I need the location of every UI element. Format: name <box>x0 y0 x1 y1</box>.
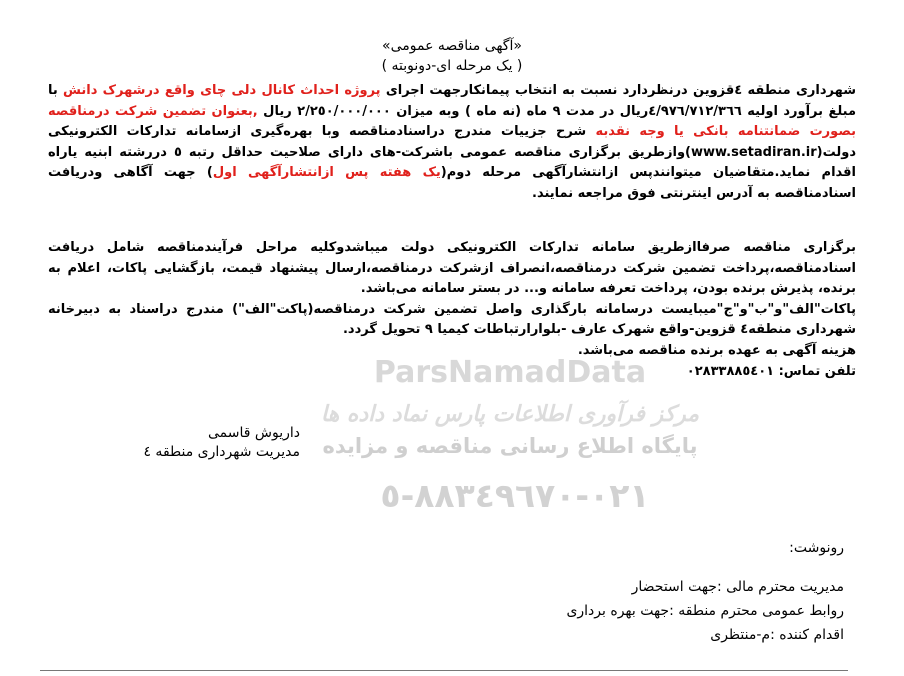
watermark-line-1: مرکز فرآوری اطلاعات پارس نماد داده ها <box>320 402 700 427</box>
guarantee-text: ,بعنوان تضمین شرکت درمناقصه بصورت ضمانتنامه بانکی یا وجه نقدبه <box>48 103 857 140</box>
cc-item-public-relations: روابط عمومی محترم منطقه :جهت بهره برداری <box>566 603 844 619</box>
cc-title: رونوشت: <box>789 540 844 556</box>
signatory-name: داریوش قاسمی <box>207 425 300 441</box>
cc-item-finance: مدیریت محترم مالی :جهت استحضار <box>631 579 844 595</box>
details-line-3: هزینه آگهی به عهده برنده مناقصه می‌باشد. <box>577 342 856 358</box>
watermark-line-2: پایگاه اطلاع رسانی مناقصه و مزایده <box>322 434 698 458</box>
notice-main-paragraph <box>48 81 856 205</box>
cc-item-action-officer: اقدام کننده :م-منتظری <box>710 627 844 643</box>
notice-details-paragraph <box>48 238 856 382</box>
p1-text-3: با مبلغ برآورد اولیه ٤/٩٧٦/٧١٢/٣٦٦ریال در مدت ٩ ماه (نه ماه ) وبه میزان ٢/٢٥٠/٠٠٠/٠٠٠ ریال <box>48 83 857 119</box>
deadline-text: یک هفته پس ازانتشارآگهی اول <box>212 165 441 181</box>
contact-phone: تلفن تماس: ٠٢٨٣٣٨٨٥٤٠١ <box>686 363 856 379</box>
project-name: پروژه احداث کانال دلی چای واقع درشهرک دانش <box>63 83 381 98</box>
watermark-brand: ParsNamadData <box>373 355 647 390</box>
p1-text-5: شرح جزییات مندرج دراسنادمناقصه وبا بهره‌گیری ازسامانه تدارکات الکترونیکی دولت(www.setadiran.ir)وازطریق برگزاری مناقصه عمومی باشرکت-های دارای صلاحیت حداقل رتبه ٥ دررشته ابنیه یاراه اقدام نماید.متقاضیان میتوانندپس ازانتشارآگهی مرحله دوم( <box>48 124 857 181</box>
notice-title: «آگهی مناقصه عمومی» <box>382 38 522 54</box>
details-line-1: برگزاری مناقصه صرفاازطریق سامانه تدارکات الکترونیکی دولت میباشدوکلیه مراحل فرآیندمناقصه شامل دریافت اسنادمناقصه،پرداخت تضمین شرکت درمناقصه،انصراف ازشرکت درمناقصه،ارسال پیشنهاد قیمت، بازگشایی پاکات، اعلام به برنده، پذیرش برنده بودن، پرداخت تعرفه سامانه و... در بستر سامانه می‌باشد. <box>48 240 856 297</box>
p1-text-1: شهرداری منطقه ٤قزوین درنظردارد نسبت به انتخاب پیمانکارجهت اجرای <box>380 83 856 98</box>
notice-subtitle: ( یک مرحله ای-دونوبته ) <box>381 58 523 74</box>
p1-text-7: ) جهت آگاهی ودریافت اسنادمناقصه به آدرس اینترنتی فوق مراجعه نمایند. <box>48 165 856 201</box>
details-line-2: پاکات"الف"و"ب"و"ج"میبایست درسامانه بارگذاری واصل تضمین شرکت درمناقصه(پاکت"الف") مندرج دراسناد به دبیرخانه شهرداری منطقه٤ قزوین-واقع شهرک عارف -بلوارارتباطات کیمیا ٩ تحویل گردد. <box>48 301 856 338</box>
watermark-phone: ٠٢١-٨٨٣٤٩٦٧٠-٥ <box>380 476 650 515</box>
signatory-role: مدیریت شهرداری منطقه ٤ <box>143 444 300 460</box>
bottom-divider <box>40 670 848 671</box>
